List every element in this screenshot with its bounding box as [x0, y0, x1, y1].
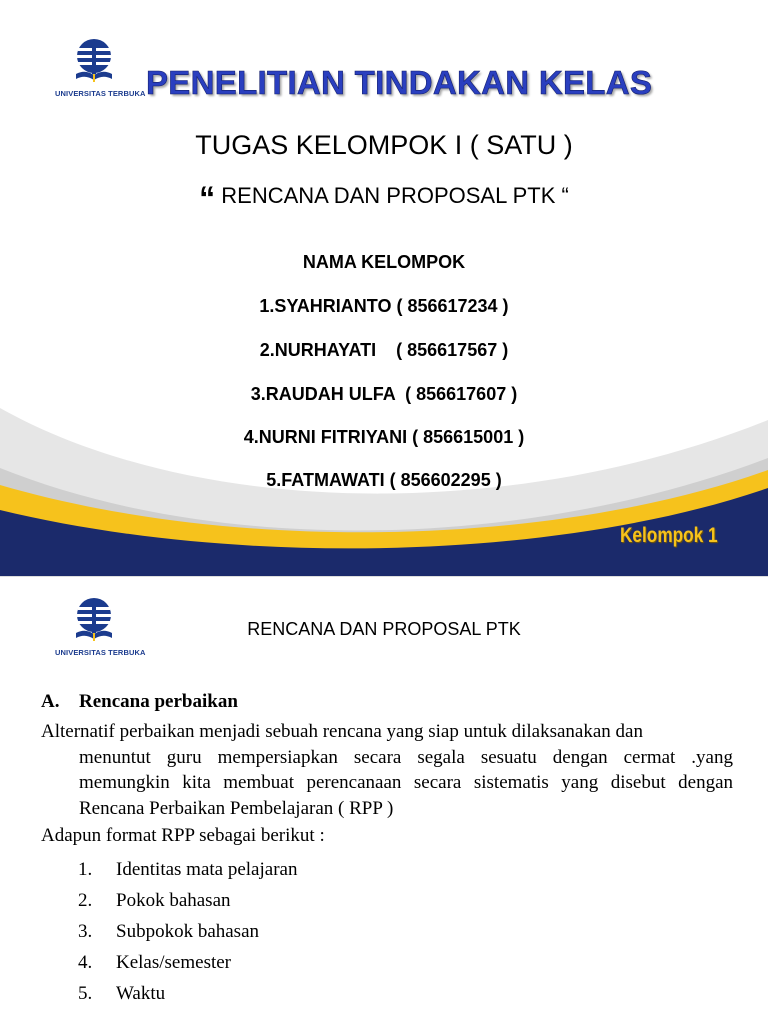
list-item — [78, 983, 297, 1014]
member-item: 4.NURNI FITRIYANI ( 856615001 ) — [243, 427, 525, 447]
subtitle: TUGAS KELOMPOK I ( SATU ) — [195, 130, 573, 160]
university-logo — [70, 36, 118, 88]
section-heading — [41, 691, 238, 713]
list-text: Waktu — [116, 983, 166, 1004]
group-heading: NAMA KELOMPOK — [302, 252, 466, 272]
list-number: 3. — [78, 921, 93, 942]
open-quote: “ — [199, 180, 216, 216]
slide-heading: RENCANA DAN PROPOSAL PTK — [247, 619, 521, 639]
member-item: 2.NURHAYATI ( 856617567 ) — [259, 340, 509, 360]
logo-caption: UNIVERSITAS TERBUKA — [55, 648, 146, 657]
paragraph-continuation: menuntut guru mempersiapkan secara segala sesuatu dengan cermat .yang memungkin kita membuat perencanaan secara sistematis yang disebut dengan Rencana Perbaikan Pembelajaran ( RPP ) — [79, 746, 733, 819]
list-text: Identitas mata pelajaran — [116, 859, 298, 880]
list-item — [78, 921, 297, 952]
logo-caption: UNIVERSITAS TERBUKA — [55, 89, 146, 98]
list-number: 5. — [78, 983, 93, 1004]
universitas-terbuka-logo-icon — [70, 36, 118, 88]
member-item: 1.SYAHRIANTO ( 856617234 ) — [259, 296, 509, 316]
topic-line — [0, 180, 768, 217]
member-item: 5.FATMAWATI ( 856602295 ) — [266, 470, 502, 490]
list-item — [78, 890, 297, 921]
list-text: Subpokok bahasan — [116, 921, 260, 942]
list-number: 1. — [78, 859, 93, 880]
list-number: 2. — [78, 890, 93, 911]
list-item — [78, 952, 297, 983]
paragraph-first-line: Alternatif perbaikan menjadi sebuah rencana yang siap untuk dilaksanakan dan — [41, 721, 643, 742]
section-label: A. — [41, 691, 60, 712]
body-paragraph — [41, 719, 733, 821]
member-item: 3.RAUDAH ULFA ( 856617607 ) — [250, 384, 518, 404]
list-item — [78, 859, 297, 890]
list-number: 4. — [78, 952, 93, 973]
slide-content — [0, 576, 768, 1024]
list-text: Pokok bahasan — [116, 890, 231, 911]
format-list — [78, 859, 297, 1014]
list-text: Kelas/semester — [116, 952, 232, 973]
topic-text: RENCANA DAN PROPOSAL PTK “ — [215, 183, 569, 208]
format-intro: Adapun format RPP sebagai berikut : — [41, 825, 325, 846]
section-title: Rencana perbaikan — [79, 691, 238, 712]
group-badge: Kelompok 1 — [620, 524, 718, 547]
presentation-title: PENELITIAN TINDAKAN KELAS — [146, 64, 653, 101]
